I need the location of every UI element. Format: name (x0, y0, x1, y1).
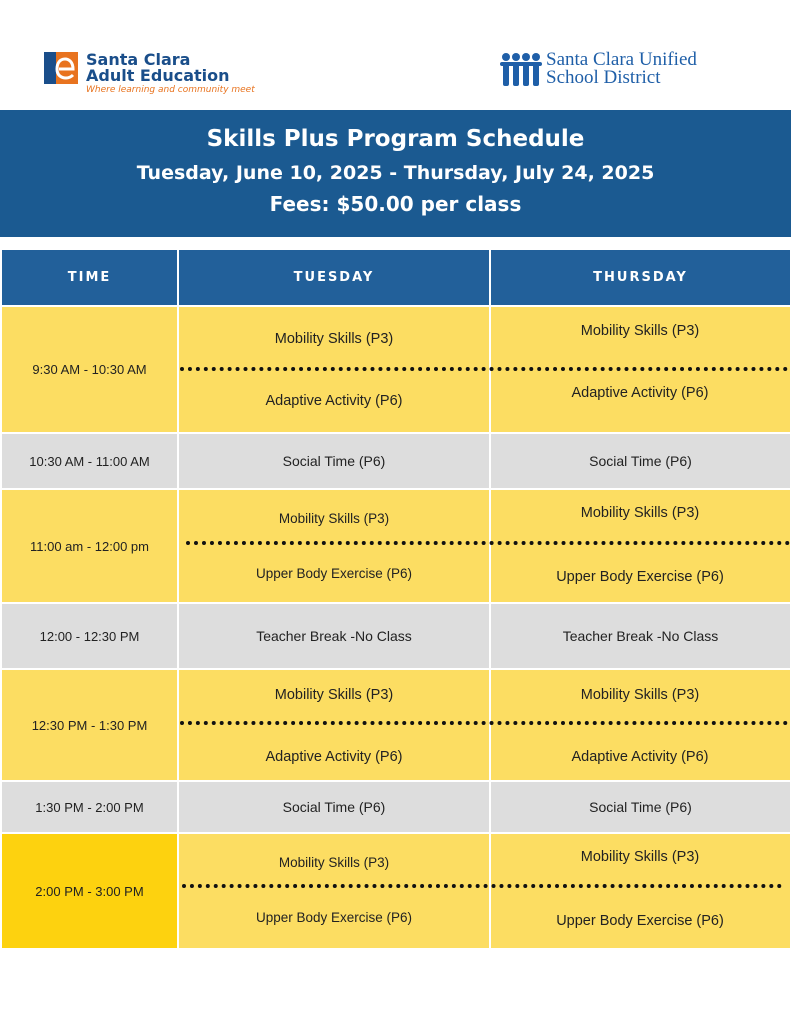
time-cell: 10:30 AM - 11:00 AM (2, 434, 177, 488)
tuesday-cell (179, 834, 489, 948)
logo-tagline: Where learning and community meet (86, 85, 255, 95)
sca-e-logo-icon (44, 52, 78, 84)
tuesday-class: Social Time (P6) (179, 434, 489, 488)
district-name-line-2: School District (546, 67, 661, 88)
schedule-dates: Tuesday, June 10, 2025 - Thursday, July 24, 2025 (136, 162, 655, 184)
thursday-class: Upper Body Exercise (P6) (556, 913, 724, 929)
time-cell: 11:00 am - 12:00 pm (2, 490, 177, 602)
people-group-icon (500, 52, 542, 88)
dotted-divider (180, 721, 788, 725)
thursday-class: Teacher Break -No Class (491, 604, 790, 668)
thursday-class: Adaptive Activity (P6) (571, 749, 709, 765)
tuesday-cell (179, 490, 489, 602)
time-cell: 2:00 PM - 3:00 PM (2, 834, 177, 948)
dotted-divider (186, 541, 790, 545)
santa-clara-adult-education-logo (44, 50, 284, 98)
district-name-line-1: Santa Clara Unified (546, 49, 697, 70)
schedule-fees: Fees: $50.00 per class (269, 192, 522, 216)
tuesday-class: Upper Body Exercise (P6) (255, 910, 413, 925)
tuesday-class: Mobility Skills (P3) (274, 687, 394, 703)
header-tuesday: TUESDAY (179, 250, 489, 305)
tuesday-class: Mobility Skills (P3) (278, 511, 390, 526)
dotted-divider (182, 884, 782, 888)
thursday-class: Social Time (P6) (491, 782, 790, 832)
thursday-class: Mobility Skills (P3) (580, 687, 700, 703)
tuesday-class: Adaptive Activity (P6) (265, 393, 403, 409)
tuesday-class: Mobility Skills (P3) (278, 855, 390, 870)
thursday-class: Adaptive Activity (P6) (571, 385, 709, 401)
tuesday-class: Adaptive Activity (P6) (265, 749, 403, 765)
thursday-class: Upper Body Exercise (P6) (556, 569, 724, 585)
time-cell: 1:30 PM - 2:00 PM (2, 782, 177, 832)
thursday-class: Social Time (P6) (491, 434, 790, 488)
title-banner (0, 110, 791, 237)
header-thursday: THURSDAY (491, 250, 790, 305)
santa-clara-unified-logo (500, 50, 750, 90)
logo-line-1: Santa Clara (86, 50, 191, 69)
time-cell: 12:30 PM - 1:30 PM (2, 670, 177, 780)
thursday-class: Mobility Skills (P3) (580, 505, 700, 521)
logo-line-2: Adult Education (86, 66, 230, 85)
dotted-divider (180, 367, 788, 371)
thursday-class: Mobility Skills (P3) (580, 849, 700, 865)
tuesday-class: Upper Body Exercise (P6) (255, 566, 413, 581)
tuesday-class: Mobility Skills (P3) (274, 331, 394, 347)
time-cell: 12:00 - 12:30 PM (2, 604, 177, 668)
thursday-class: Mobility Skills (P3) (580, 323, 700, 339)
schedule-title: Skills Plus Program Schedule (206, 126, 585, 152)
tuesday-class: Social Time (P6) (179, 782, 489, 832)
schedule-table (2, 250, 790, 948)
tuesday-class: Teacher Break -No Class (179, 604, 489, 668)
time-cell: 9:30 AM - 10:30 AM (2, 307, 177, 432)
header-time: TIME (2, 250, 177, 305)
